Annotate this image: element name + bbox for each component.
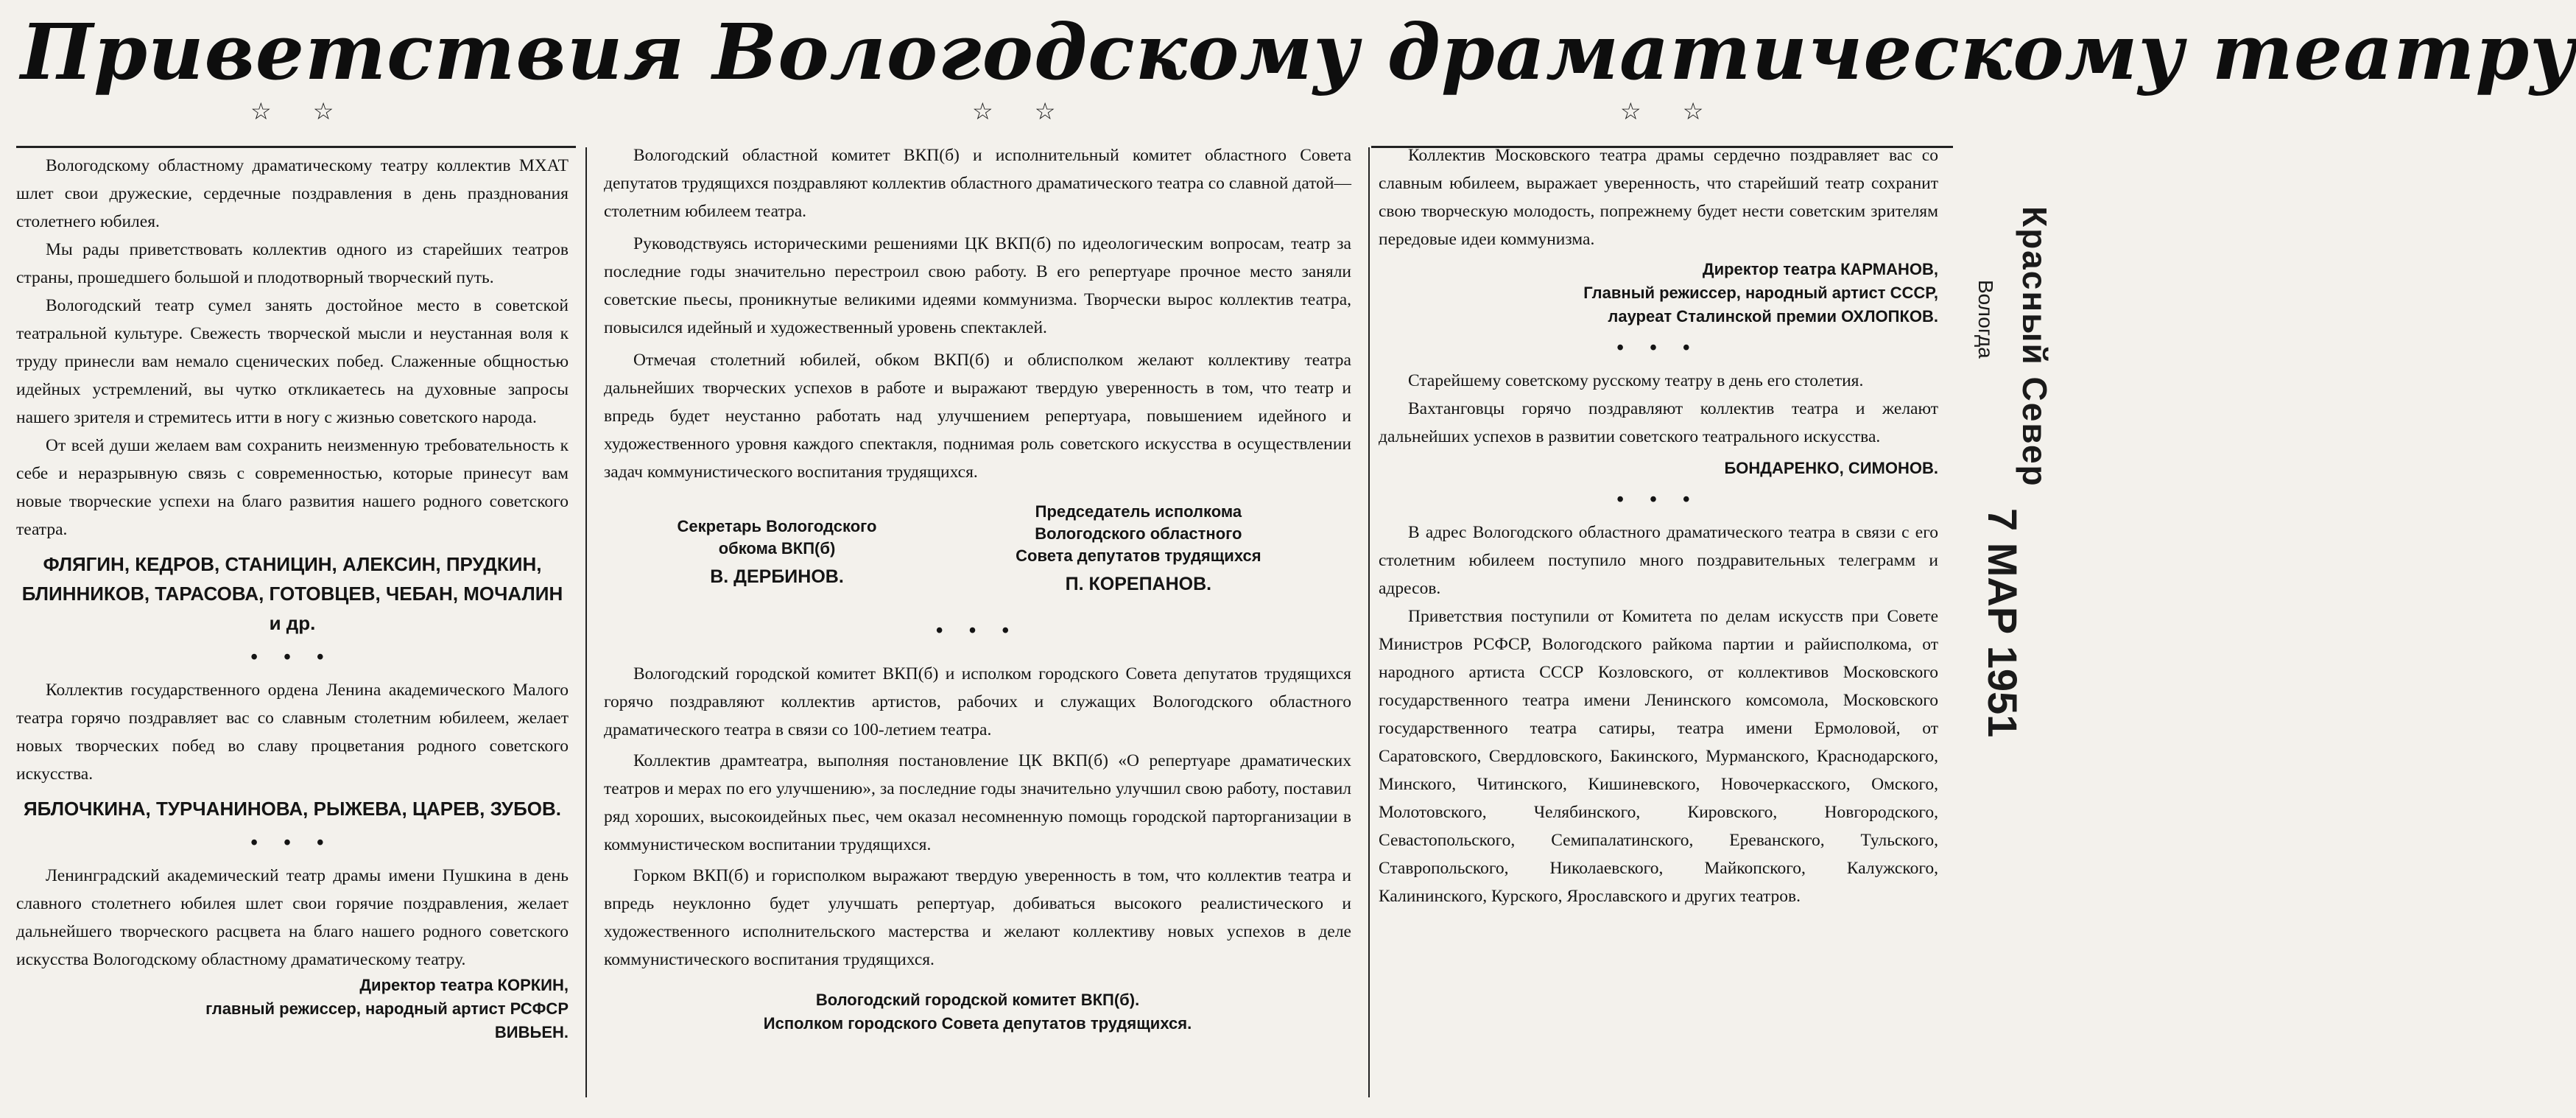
signature-line: Совета депутатов трудящихся bbox=[1016, 546, 1261, 565]
signature: Вологодский городской комитет ВКП(б). bbox=[815, 991, 1140, 1009]
article-paragraph: Вахтанговцы горячо поздравляют коллектив театра и желают дальнейших успехов в развитии советского театрального искусства. bbox=[1379, 399, 1938, 446]
signature-name: В. ДЕРБИНОВ. bbox=[710, 566, 844, 587]
article-paragraph: Вологодскому областному драматическому театру коллектив МХАТ шлет свои дружеские, сердечные поздравления в день празднования столетнего юбилея. bbox=[16, 156, 569, 231]
signature-right bbox=[954, 501, 1323, 595]
article-paragraph: Коллектив Московского театра драмы сердечно поздравляет вас со славным юбилеем, выражает уверенность, что старейший театр сохранит свою творческую молодость, попрежнему будет нести советским зрителям передовые идеи коммунизма. bbox=[1379, 146, 1938, 249]
separator: • • • bbox=[250, 646, 334, 669]
signature-line: Председатель исполкома bbox=[1035, 502, 1242, 521]
signature: ВИВЬЕН. bbox=[494, 1023, 569, 1041]
article-paragraph: Коллектив драмтеатра, выполняя постановление ЦК ВКП(б) «О репертуаре драматических театров и мерах по его улучшению», за последние годы значительно улучшил свою работу, поставил ряд хороших, высокоидейных пьес, чем оказал несомненную помощь городской парторганизации в коммунистическом воспитании трудящихся. bbox=[604, 751, 1351, 854]
signature-line: Вологодского областного bbox=[1035, 524, 1242, 543]
article-paragraph: Старейшему советскому русскому театру в день его столетия. bbox=[1408, 371, 1864, 390]
signature: главный режиссер, народный артист РСФСР bbox=[205, 999, 569, 1018]
stars-ornament: ☆ ☆ bbox=[1620, 98, 1722, 124]
signature: Исполком городского Совета депутатов трудящихся. bbox=[763, 1014, 1192, 1033]
article-paragraph: Вологодский городской комитет ВКП(б) и исполком городского Совета депутатов трудящихся горячо поздравляют коллектив артистов, рабочих и служащих Вологодского областного драматического театра в связи со 100-летием театра. bbox=[604, 664, 1351, 739]
signature: Директор театра КОРКИН, bbox=[359, 976, 569, 994]
signature: БОНДАРЕНКО, СИМОНОВ. bbox=[1724, 459, 1938, 477]
stars-ornament: ☆ ☆ bbox=[972, 98, 1074, 124]
signature-line: обкома ВКП(б) bbox=[718, 539, 836, 558]
article-paragraph: Вологодский театр сумел занять достойное место в советской театральной культуре. Свежесть творческой мысли и неустанная воля к труду принесли вам немало сценических побед. Слаженные общностью идейных устремлений, вы чутко откликаетесь на духовные запросы нашего зрителя и стремитесь итти в ногу с жизнью советского народа. bbox=[16, 296, 569, 427]
separator: • • • bbox=[935, 619, 1020, 642]
signatories: ЯБЛОЧКИНА, ТУРЧАНИНОВА, РЫЖЕВА, ЦАРЕВ, ЗУБОВ. bbox=[23, 798, 562, 820]
signature-name: П. КОРЕПАНОВ. bbox=[1065, 574, 1212, 594]
column-rule-top bbox=[16, 146, 576, 148]
article-paragraph: Вологодский областной комитет ВКП(б) и исполнительный комитет областного Совета депутатов трудящихся поздравляют коллектив областного драматического театра со славной датой—столетним юбилеем театра. bbox=[604, 146, 1351, 221]
signature-line: Секретарь Вологодского bbox=[677, 517, 877, 535]
column-right bbox=[1379, 141, 1938, 910]
signature: Директор театра КАРМАНОВ, bbox=[1702, 260, 1938, 278]
article-paragraph: Мы рады приветствовать коллектив одного из старейших театров страны, прошедшего большой и плодотворный творческий путь. bbox=[16, 240, 569, 287]
article-paragraph: Ленинградский академический театр драмы имени Пушкина в день славного столетнего юбилея шлет свои горячие поздравления, желает дальнейшего творческого расцвета на благо нашего родного советского искусства Вологодскому областному драматическому театру. bbox=[16, 866, 569, 969]
separator: • • • bbox=[250, 832, 334, 854]
page-title: Приветствия Вологодскому драматическому театру bbox=[21, 7, 2576, 97]
newspaper-name-stamp: Красный Север bbox=[2016, 206, 2054, 488]
column-middle bbox=[604, 141, 1351, 1036]
signature-left bbox=[604, 516, 950, 588]
column-left bbox=[16, 152, 569, 1044]
separator: • • • bbox=[1616, 337, 1700, 359]
article-paragraph: Приветствия поступили от Комитета по делам искусств при Совете Министров РСФСР, Вологодского райкома партии и райисполкома, от народного артиста СССР Козловского, от коллективов Московского государственного театра имени Ленинского комсомола, Московского государственного театра сатиры, театра имени Ермоловой, от Саратовского, Свердловского, Бакинского, Мурманского, Краснодарского, Минского, Читинского, Кишиневского, Новочеркасского, Омского, Молотовского, Челябинского, Кировского, Новгородского, Севастопольского, Семипалатинского, Ереванского, Тульского, Ставропольского, Николаевского, Майкопского, Калужского, Калининского, Курского, Ярославского и других театров. bbox=[1379, 607, 1938, 906]
article-paragraph: В адрес Вологодского областного драматического театра в связи с его столетним юбилеем поступило много поздравительных телеграмм и адресов. bbox=[1379, 523, 1938, 598]
article-paragraph: Горком ВКП(б) и горисполком выражают твердую уверенность в том, что коллектив театра и впредь неуклонно будет улучшать репертуар, добиваться высокого реалистического и художественного исполнительского мастерства и желают коллективу новых успехов в деле коммунистического воспитания трудящихся. bbox=[604, 866, 1351, 969]
stars-ornament: ☆ ☆ bbox=[250, 98, 352, 124]
article-paragraph: От всей души желаем вам сохранить неизменную требовательность к себе и неразрывную связь с современностью, которые принесут вам новые творческие успехи на благо развития нашего родного советского театра. bbox=[16, 436, 569, 539]
article-paragraph: Руководствуясь историческими решениями ЦК ВКП(б) по идеологическим вопросам, театр за последние годы значительно перестроил свою работу. В его репертуаре прочное место заняли советские пьесы, проникнутые великими идеями коммунизма. Творчески вырос коллектив театра, повысился идейный и художественный уровень спектаклей. bbox=[604, 234, 1351, 337]
signature: лауреат Сталинской премии ОХЛОПКОВ. bbox=[1608, 307, 1938, 326]
article-paragraph: Отмечая столетний юбилей, обком ВКП(б) и облисполком желают коллективу театра дальнейших творческих успехов в работе и выражают твердую уверенность в том, что театр и впредь будет неустанно работать над улучшением репертуара, повышением идейного и художественного уровня каждого спектакля, поднимая роль советского искусства в осуществлении задач коммунистического воспитания трудящихся. bbox=[604, 351, 1351, 482]
column-divider bbox=[1368, 147, 1370, 1097]
column-divider bbox=[585, 147, 587, 1097]
signature: Главный режиссер, народный артист СССР, bbox=[1583, 284, 1938, 302]
separator: • • • bbox=[1616, 488, 1700, 511]
signatories: ФЛЯГИН, КЕДРОВ, СТАНИЦИН, АЛЕКСИН, ПРУДКИН, БЛИННИКОВ, ТАРАСОВА, ГОТОВЦЕВ, ЧЕБАН, МОЧАЛИН и др. bbox=[21, 553, 563, 634]
city-stamp: Вологда bbox=[1974, 280, 1997, 359]
article-paragraph: Коллектив государственного ордена Ленина академического Малого театра горячо поздравляет вас со славным столетним юбилеем, желает новых творческих побед во славу процветания родного советского искусства. bbox=[16, 681, 569, 784]
signature-row bbox=[604, 501, 1351, 611]
date-stamp: 7 МАР 1951 bbox=[1979, 508, 2026, 738]
